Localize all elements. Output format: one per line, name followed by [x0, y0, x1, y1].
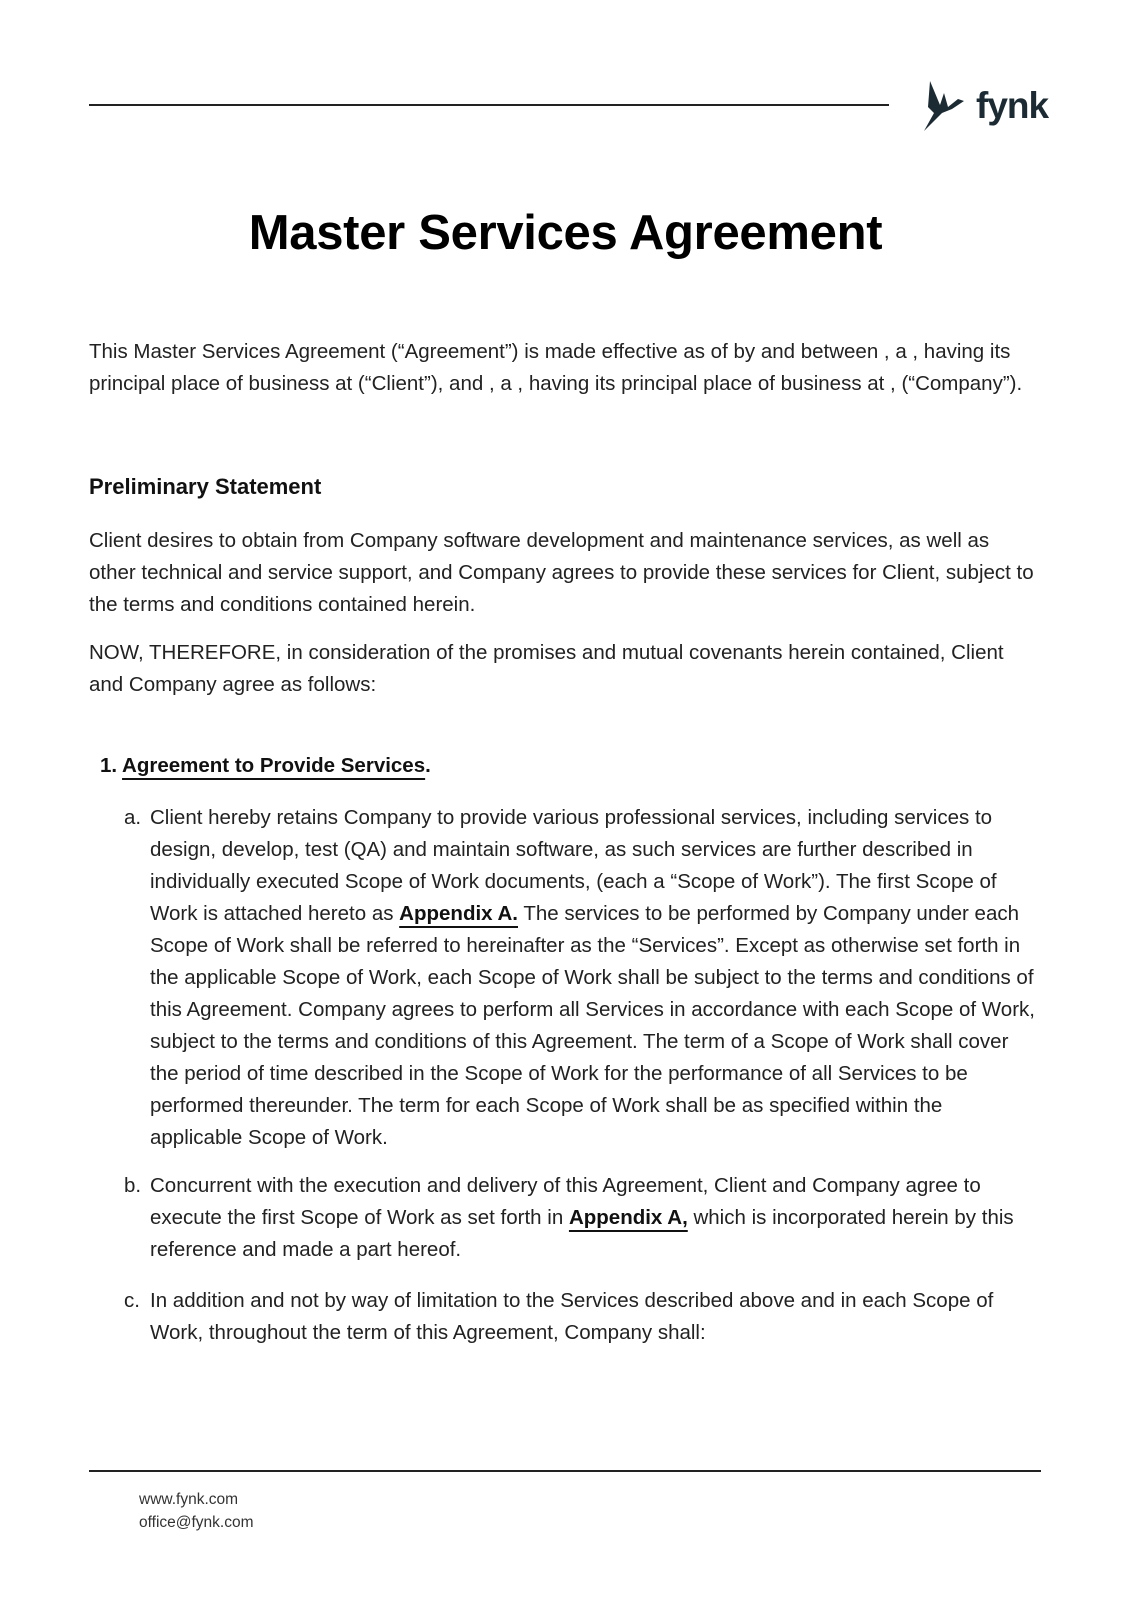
appendix-a-link[interactable]: Appendix A, [568, 1206, 688, 1229]
section-1-heading [100, 752, 431, 780]
list-marker: c. [124, 1289, 140, 1312]
item-text-after: The services to be performed by Company under each Scope of Work shall be referred to hereinafter as the “Services”. Except as otherwise set forth in the applicable Scope of Work, each Scope of Work shall be subject to the terms and conditions of this Agreement. Company agrees to perform all Services in accordance with each Scope of Work, subject to the terms and conditions of this Agreement. The term of a Scope of Work shall cover the period of time described in the Scope of Work for the performance of all Services to be performed thereunder. The term for each Scope of Work shall be as specified within the applicable Scope of Work. [150, 902, 1035, 1149]
now-therefore-paragraph: NOW, THEREFORE, in consideration of the promises and mutual covenants herein contained, Client and Company agree as follows: [89, 641, 1004, 696]
brand-logo[interactable] [918, 78, 1048, 134]
section-number: 1. [100, 754, 118, 777]
footer [139, 1488, 254, 1534]
section-title-suffix: . [425, 754, 431, 777]
list-item-text: In addition and not by way of limitation to the Services described above and in each Scope of Work, throughout the term of this Agreement, Company shall: [150, 1289, 994, 1344]
list-item-c [124, 1285, 1039, 1349]
item-text-before: Client hereby retains Company to provide various professional services, including services to design, develop, test (QA) and maintain software, as such services are further described in individually executed Scope of Work documents, (each a “Scope of Work”). The first Scope of Work is attached hereto as [150, 806, 997, 925]
list-marker: a. [124, 806, 142, 829]
footer-email-link[interactable]: office@fynk.com [139, 1514, 254, 1531]
list-marker: b. [124, 1174, 142, 1197]
item-text-before: Concurrent with the execution and delivery of this Agreement, Client and Company agree to execute the first Scope of Work as set forth in [150, 1174, 981, 1229]
list-item-b [124, 1170, 1039, 1266]
intro-paragraph: This Master Services Agreement (“Agreement”) is made effective as of by and between , a , having its principal place of business at (“Client”), and , a , having its principal place of business at , (“Company”). [89, 340, 1023, 395]
section-title: Agreement to Provide Services [122, 754, 426, 777]
footer-website-link[interactable]: www.fynk.com [139, 1491, 239, 1508]
preliminary-paragraph: Client desires to obtain from Company software development and maintenance services, as well as other technical and service support, and Company agrees to provide these services for Client, subject to the terms and conditions contained herein. [89, 529, 1034, 616]
list-item-text [150, 802, 1039, 1154]
bird-logo-icon [918, 79, 966, 133]
item-text-after: which is incorporated herein by this reference and made a part hereof. [150, 1206, 1014, 1261]
header-divider [89, 104, 889, 106]
brand-name: fynk [976, 85, 1049, 126]
preliminary-heading: Preliminary Statement [89, 474, 322, 499]
document-title: Master Services Agreement [248, 206, 883, 260]
appendix-a-link[interactable]: Appendix A. [399, 902, 518, 925]
list-item-a [124, 802, 1039, 1154]
list-item-text [150, 1170, 1039, 1266]
footer-divider [89, 1470, 1041, 1472]
